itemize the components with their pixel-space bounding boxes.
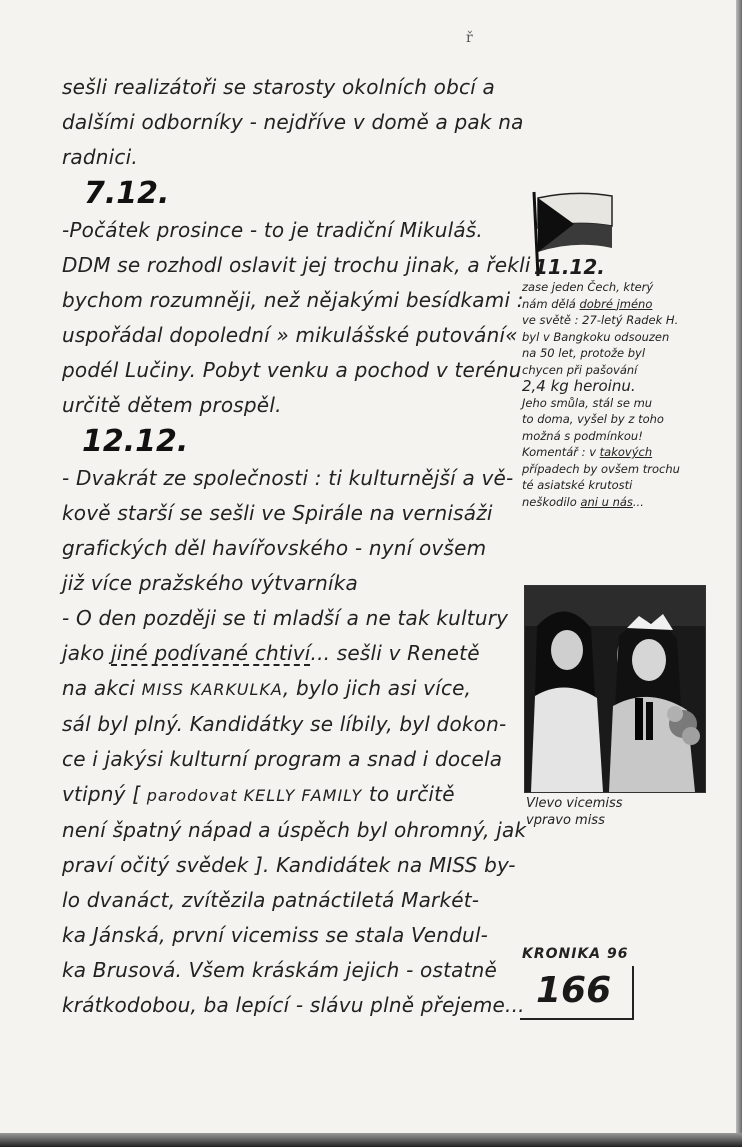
mikulas-line: podél Lučiny. Pobyt venku a pochod v terénu: [62, 358, 522, 382]
caption-line: Vlevo vicemiss: [526, 796, 623, 811]
underlined-phrase: jiné podívané chtiví: [111, 641, 311, 665]
caption-line: vpravo miss: [526, 813, 605, 828]
page-number: 166: [536, 970, 612, 1011]
intro-line: sešli realizátoři se starosty okolních obcí a: [62, 75, 495, 99]
side-line: [522, 444, 710, 461]
page-edge-right: [736, 0, 742, 1147]
side-line: Jeho smůla, stál se mu: [522, 395, 653, 410]
side-underlined: takových: [599, 445, 653, 459]
side-line: ve světě : 27-letý Radek H.: [522, 313, 679, 327]
miss-line-text: na akci: [62, 676, 142, 700]
mikulas-line: uspořádal dopolední » mikulášské putování«: [62, 323, 518, 347]
miss-line: [62, 636, 520, 671]
miss-photo: [524, 585, 706, 793]
miss-line-text: - O den později se ti mladší a ne tak kultury: [62, 606, 509, 630]
side-note: [522, 255, 710, 510]
vernisaz-line: již více pražského výtvarníka: [62, 571, 358, 595]
miss-line-text: to určitě: [362, 782, 455, 806]
miss-line-text: vtipný [: [62, 782, 147, 806]
side-line: to doma, vyšel by z toho: [522, 412, 664, 426]
side-line: zase jeden Čech, který: [522, 280, 654, 294]
side-line: [522, 494, 710, 511]
miss-line: praví očitý svědek ]. Kandidátek na MISS by-: [62, 853, 516, 877]
side-line: [522, 296, 710, 313]
page-edge-bottom: [0, 1133, 742, 1147]
event-name: MISS KARKULKA: [141, 680, 283, 699]
side-line-text: Komentář : v: [522, 445, 600, 459]
vernisaz-line: kově starší se sešli ve Spirále na vernisáži: [62, 501, 493, 525]
miss-line-text: parodovat: [146, 786, 244, 805]
photo-caption: [526, 795, 706, 829]
vernisaz-line: grafických děl havířovského - nyní ovšem: [62, 536, 487, 560]
mikulas-line: určitě dětem prospěl.: [62, 393, 282, 417]
miss-line-text: , bylo jich asi více,: [282, 676, 472, 700]
side-line: té asiatské krutosti: [522, 478, 633, 492]
side-underlined: dobré jméno: [579, 296, 653, 311]
side-line: chycen při pašování: [522, 362, 638, 377]
side-line: možná s podmínkou!: [522, 428, 643, 443]
miss-line: ka Jánská, první vicemiss se stala Vendul-: [62, 923, 489, 947]
mikulas-line: -Počátek prosince - to je tradiční Mikuláš.: [62, 218, 483, 242]
side-line-text: nám dělá: [522, 296, 580, 311]
miss-line: není špatný nápad a úspěch byl ohromný, jak: [62, 818, 527, 842]
chronicle-label: KRONIKA 96: [522, 946, 629, 962]
miss-line: [62, 777, 520, 813]
miss-line-text: jako: [62, 641, 111, 665]
miss-line: [62, 671, 520, 707]
band-name: KELLY FAMILY: [243, 786, 363, 805]
miss-line: lo dvanáct, zvítězila patnáctiletá Markét-: [62, 888, 480, 912]
miss-line: [62, 601, 520, 636]
date-heading-12-12: 12.12.: [82, 424, 189, 459]
side-date-11-12: 11.12.: [534, 255, 605, 279]
side-line: 2,4 kg heroinu.: [522, 377, 636, 395]
side-underlined: ani u nás: [580, 494, 633, 509]
miss-line: ka Brusová. Všem kráskám jejich - ostatně: [62, 958, 498, 982]
miss-line-text: ... sešli v Renetě: [310, 641, 480, 665]
side-line-text: ...: [632, 494, 644, 509]
mikulas-line: bychom rozumněji, než nějakými besídkami :: [62, 288, 524, 312]
side-line-text: neškodilo: [522, 494, 581, 509]
miss-line: sál byl plný. Kandidátky se líbily, byl dokon-: [62, 712, 507, 736]
page-mark: ř: [466, 30, 473, 46]
mikulas-line: DDM se rozhodl oslavit jej trochu jinak, a řekli: [62, 253, 531, 277]
miss-line: ce i jakýsi kulturní program a snad i docela: [62, 747, 503, 771]
intro-line: radnici.: [62, 145, 138, 169]
intro-line: dalšími odborníky - nejdříve v domě a pak na: [62, 110, 524, 134]
side-line: na 50 let, protože byl: [522, 346, 646, 360]
miss-line: krátkodobou, ba lepící - slávu plně přejeme...: [62, 993, 525, 1017]
date-heading-7-12: 7.12.: [84, 176, 170, 211]
side-line: případech by ovšem trochu: [522, 461, 680, 476]
vernisaz-line: - Dvakrát ze společnosti : ti kulturnější a vě-: [62, 466, 514, 490]
main-text-column: [62, 70, 531, 1023]
side-line: byl v Bangkoku odsouzen: [522, 329, 670, 344]
